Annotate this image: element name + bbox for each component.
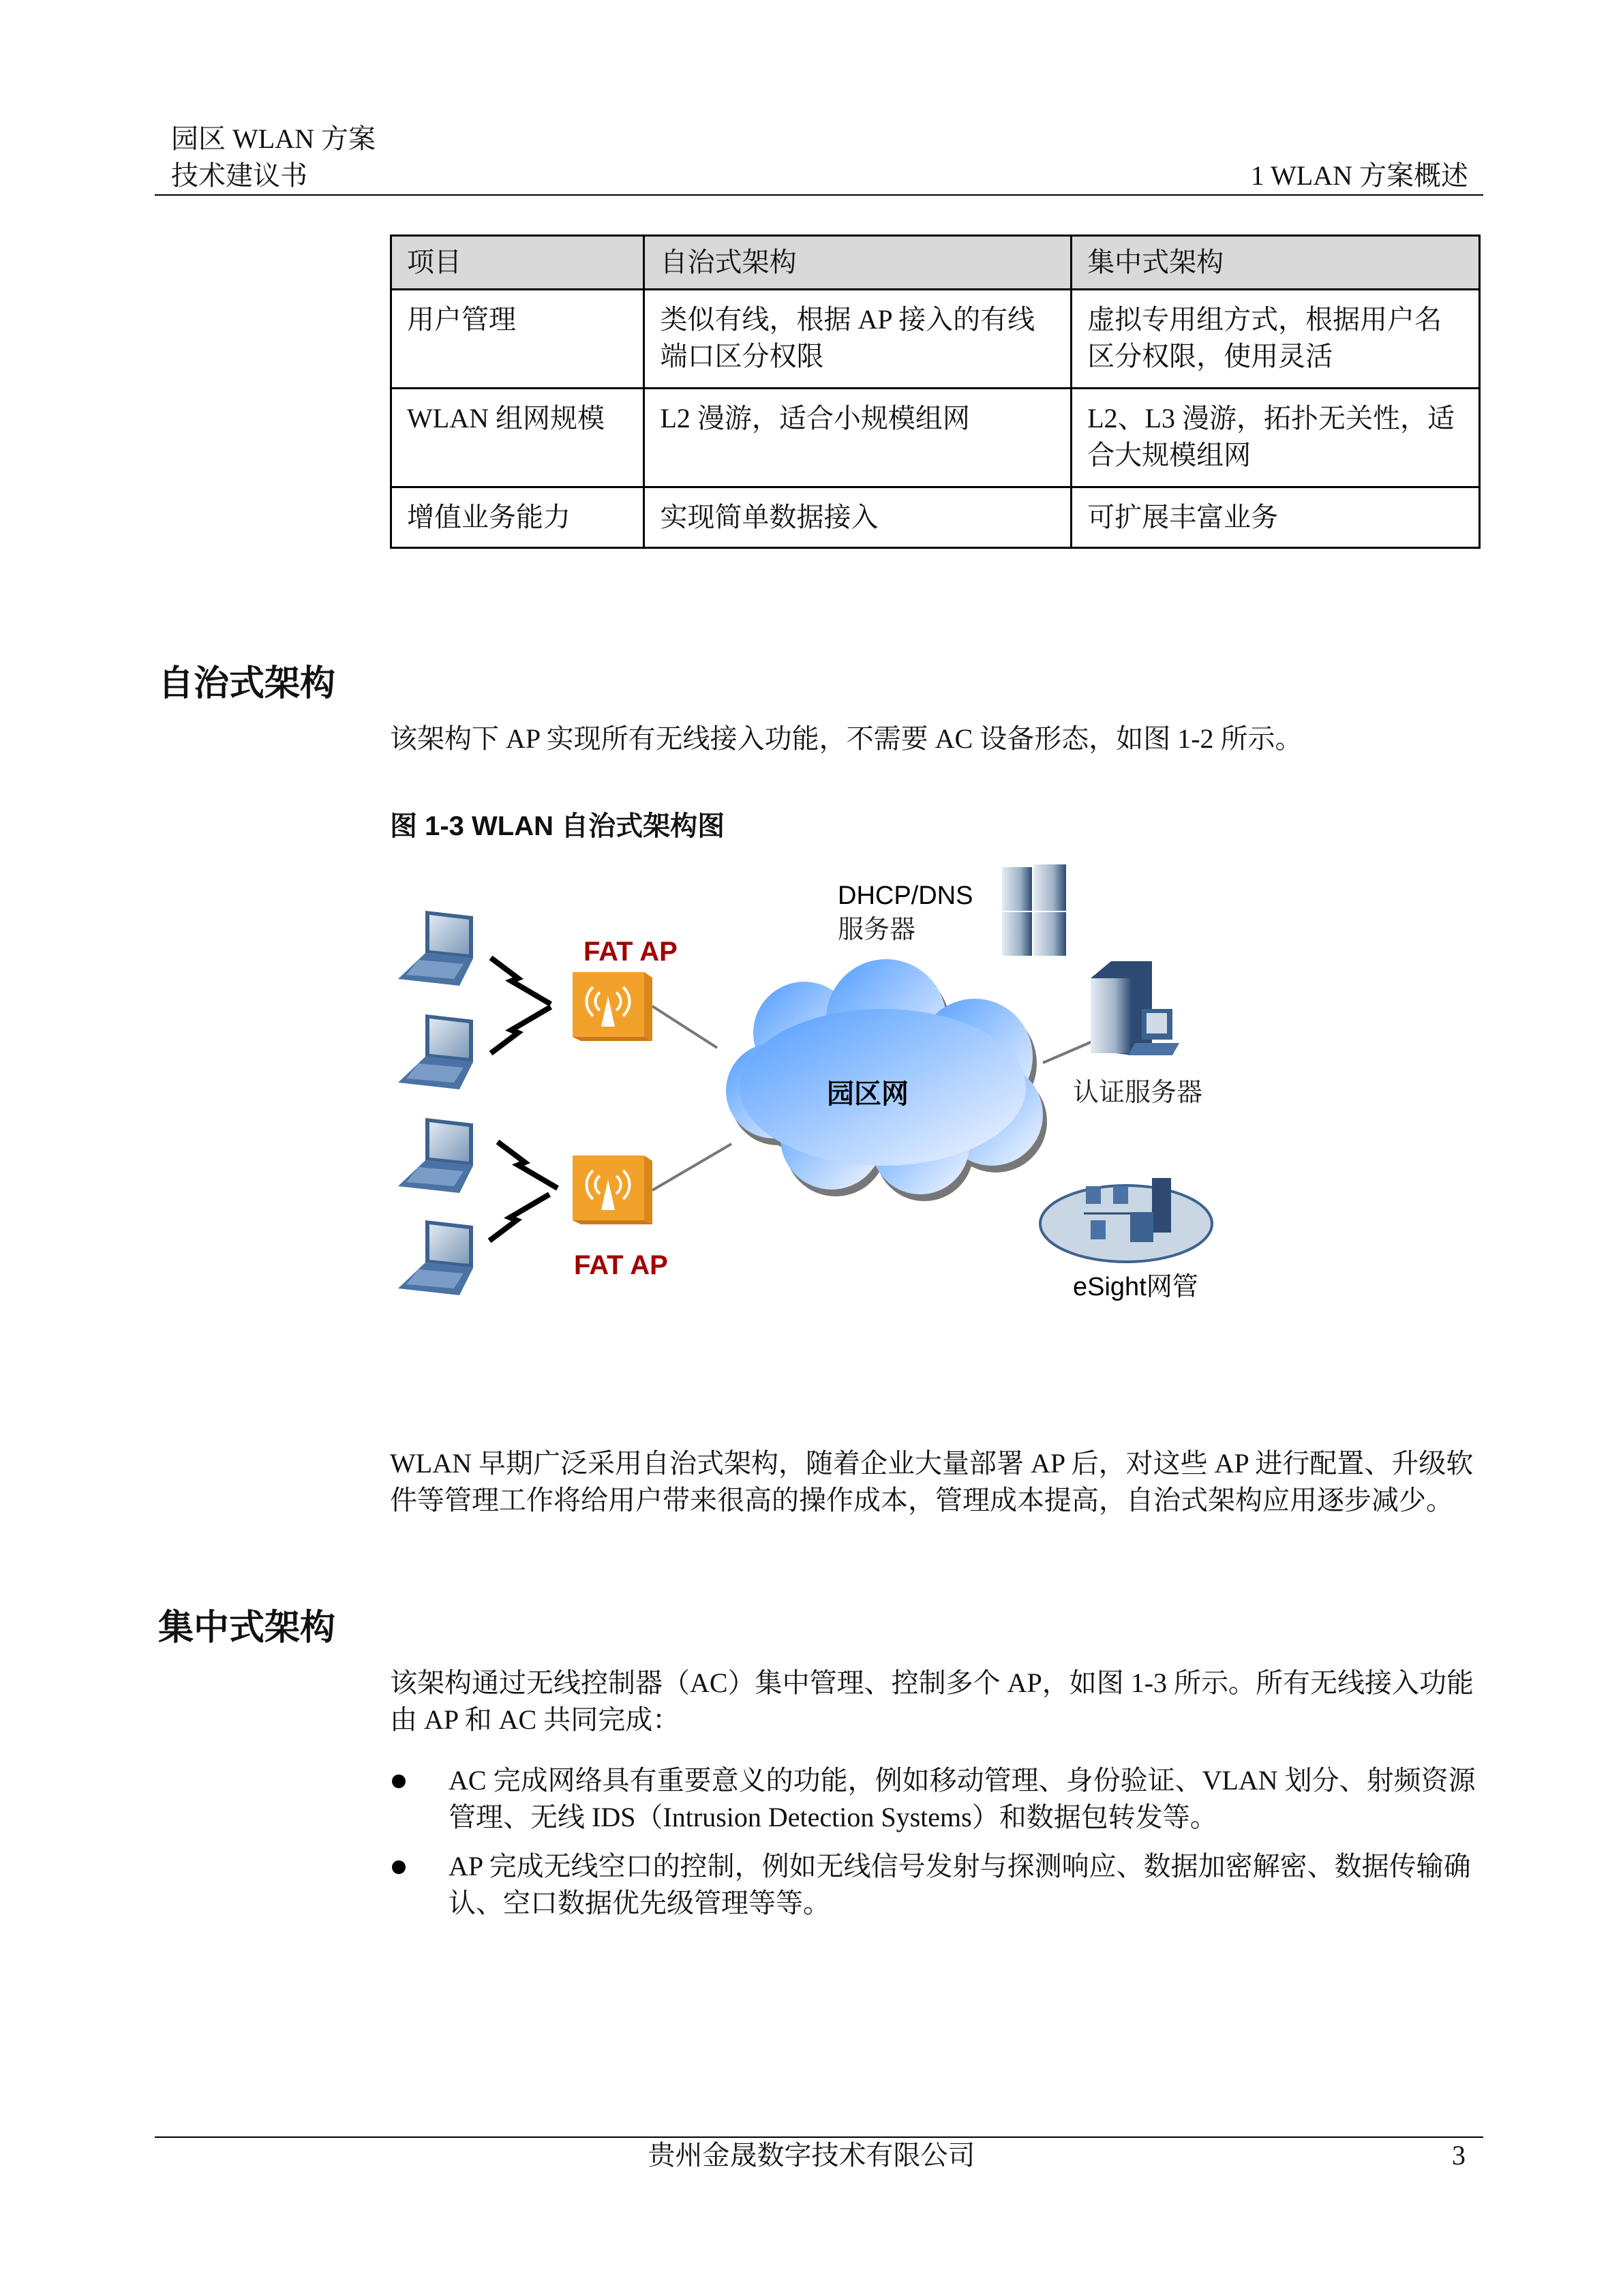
- table-row: [391, 487, 1480, 548]
- table-cell: 增值业务能力: [391, 487, 644, 548]
- paragraph: WLAN 早期广泛采用自治式架构，随着企业大量部署 AP 后，对这些 AP 进行配置、升级软件等管理工作将给用户带来很高的操作成本，管理成本提高，自治式架构应用逐步减少。: [390, 1448, 1474, 1515]
- auth-server-label: 认证服务器: [1073, 1078, 1203, 1107]
- table-row: [391, 389, 1480, 487]
- laptop-icon: [398, 1220, 473, 1295]
- laptop-icon: [398, 1014, 473, 1089]
- access-point-icon: [573, 972, 652, 1041]
- figure-caption: 图 1-3 WLAN 自治式架构图: [390, 811, 725, 841]
- wireless-signal-icon: [498, 1142, 558, 1188]
- table-cell: 类似有线，根据 AP 接入的有线端口区分权限: [644, 290, 1072, 389]
- table-cell: WLAN 组网规模: [391, 389, 644, 487]
- access-point-icon: [573, 1155, 652, 1224]
- dhcp-label: DHCP/DNS: [838, 881, 973, 910]
- doc-subtitle: 技术建议书: [171, 160, 307, 191]
- table-header: 项目: [391, 236, 644, 290]
- section-heading: 自治式架构: [158, 664, 336, 704]
- table-header: 自治式架构: [644, 236, 1072, 290]
- auth-server-icon: [1091, 961, 1179, 1055]
- network-diagram: [382, 852, 1234, 1329]
- table-cell: L2、L3 漫游，拓扑无关性，适合大规模组网: [1072, 389, 1480, 487]
- bullet-icon: [392, 1860, 406, 1874]
- link-line: [652, 1144, 731, 1190]
- footer-rule: [155, 2136, 1483, 2138]
- paragraph: 该架构通过无线控制器（AC）集中管理、控制多个 AP，如图 1-3 所示。所有无线接入功能由 AP 和 AC 共同完成：: [390, 1667, 1474, 1735]
- laptop-icon: [398, 911, 473, 986]
- table-cell: 可扩展丰富业务: [1072, 487, 1480, 548]
- wireless-signal-icon: [489, 1194, 549, 1241]
- fat-ap-label: FAT AP: [583, 937, 678, 967]
- bullet-icon: [392, 1774, 406, 1788]
- bullet-item: AC 完成网络具有重要意义的功能，例如移动管理、身份验证、VLAN 划分、射频资源管理、无线 IDS（Intrusion Detection Systems）和数据包转发等。: [449, 1765, 1476, 1832]
- paragraph: 该架构下 AP 实现所有无线接入功能，不需要 AC 设备形态，如图 1-2 所示。: [390, 723, 1303, 754]
- doc-title: 园区 WLAN 方案: [171, 123, 376, 154]
- page-number: 3: [1452, 2140, 1466, 2171]
- dhcp-label-sub: 服务器: [838, 916, 916, 944]
- comparison-table: [390, 235, 1481, 549]
- cloud-label: 园区网: [827, 1079, 909, 1109]
- table-cell: 实现简单数据接入: [644, 487, 1072, 548]
- laptop-icon: [398, 1118, 473, 1193]
- table-header-row: [391, 236, 1480, 290]
- table-header: 集中式架构: [1072, 236, 1480, 290]
- link-line: [652, 1006, 717, 1048]
- header-rule: [155, 194, 1483, 196]
- esight-management-icon: [1040, 1178, 1212, 1262]
- chapter-title: 1 WLAN 方案概述: [1250, 160, 1468, 191]
- fat-ap-label: FAT AP: [574, 1250, 668, 1280]
- section-heading: 集中式架构: [158, 1608, 336, 1648]
- table-cell: 用户管理: [391, 290, 644, 389]
- bullet-item: AP 完成无线空口的控制，例如无线信号发射与探测响应、数据加密解密、数据传输确认、空口数据优先级管理等等。: [449, 1851, 1471, 1918]
- dhcp-server-icon: [1002, 864, 1066, 956]
- esight-label: eSight网管: [1073, 1273, 1198, 1301]
- footer-company: 贵州金晟数字技术有限公司: [648, 2140, 975, 2171]
- wireless-signal-icon: [491, 1007, 551, 1053]
- wireless-signal-icon: [491, 958, 551, 1004]
- table-cell: 虚拟专用组方式，根据用户名区分权限，使用灵活: [1072, 290, 1480, 389]
- table-cell: L2 漫游，适合小规模组网: [644, 389, 1072, 487]
- link-line: [1043, 1042, 1092, 1063]
- table-row: [391, 290, 1480, 389]
